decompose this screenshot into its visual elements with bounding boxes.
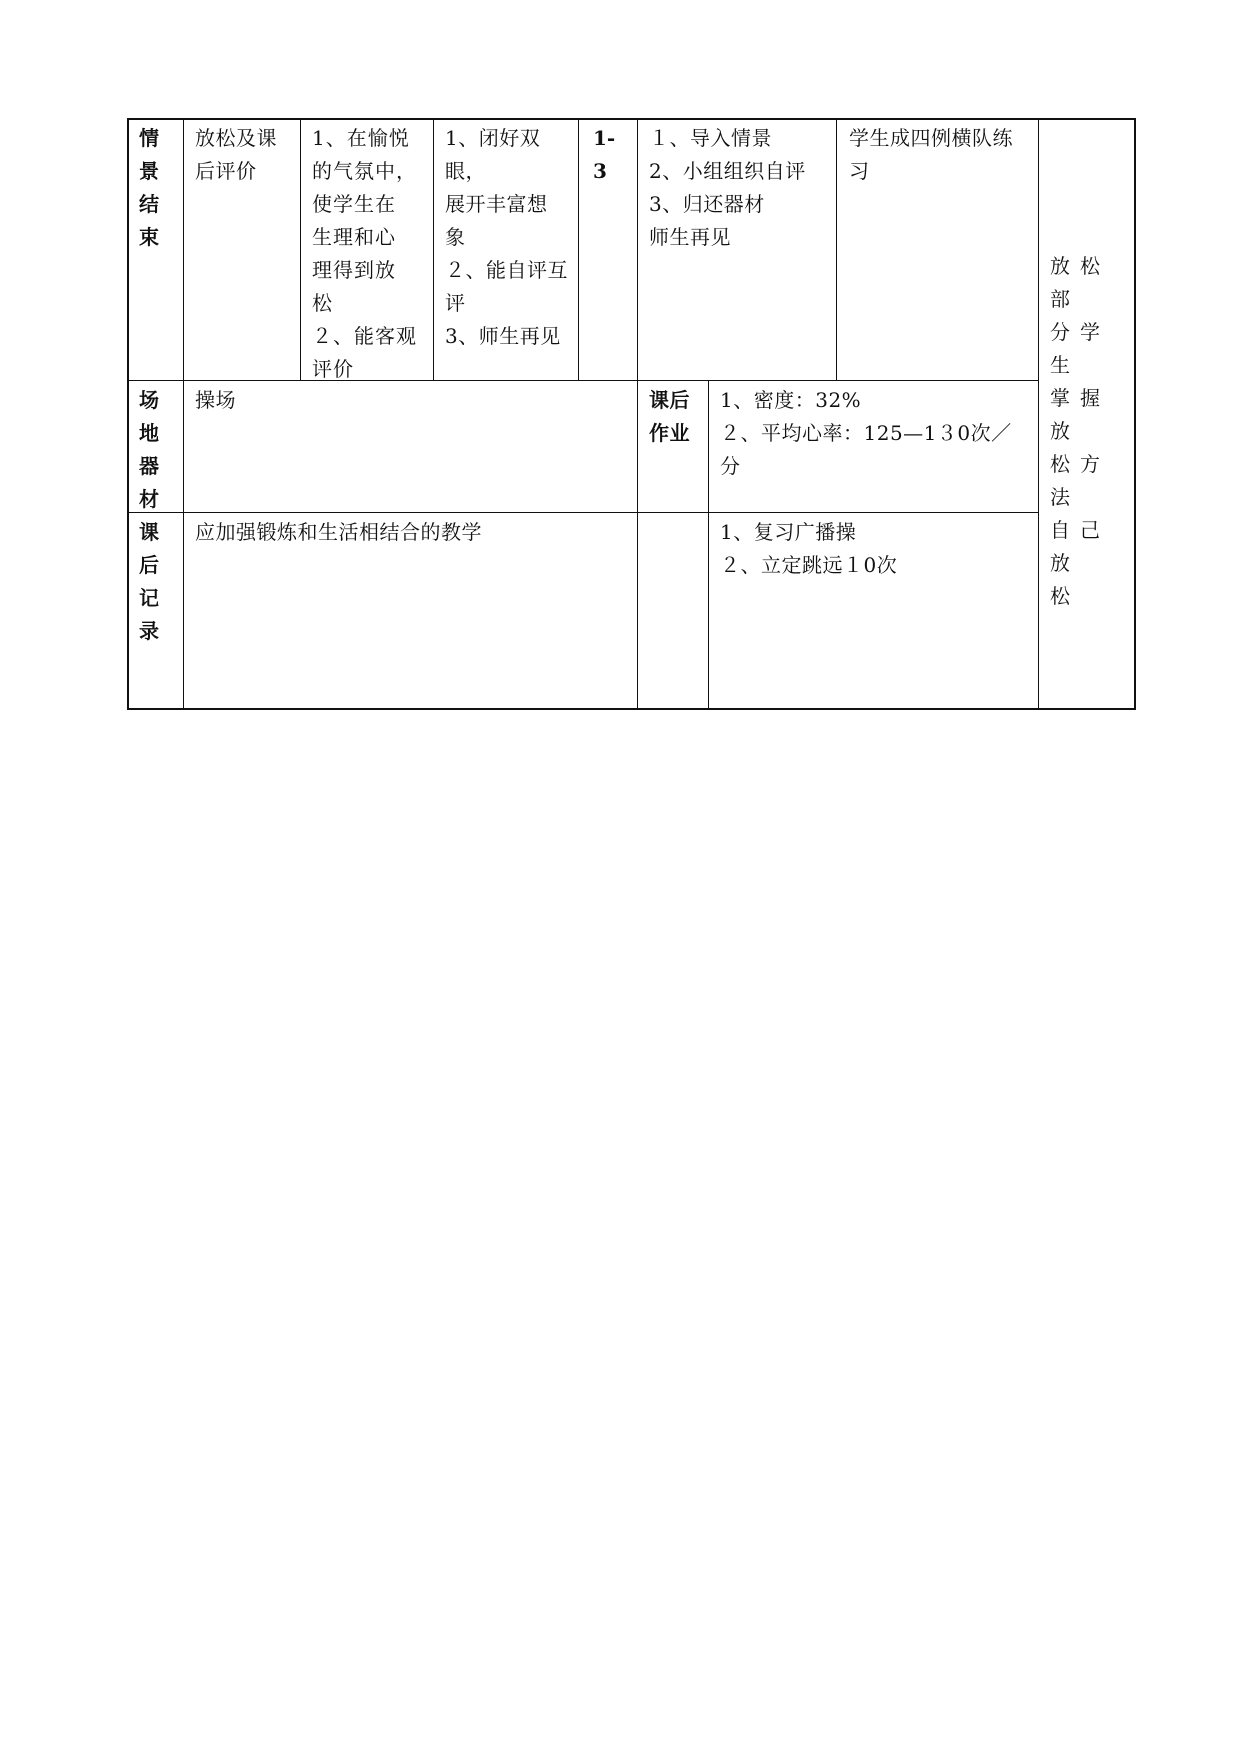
table-divider-horizontal [127, 380, 1038, 381]
table-divider-vertical [183, 118, 184, 710]
table-divider-vertical [836, 118, 837, 380]
sidebar-note: 放松部 分学生 掌握放 松方法 自己放 松 [1050, 254, 1110, 608]
notes-homework-content: 1、复习广播操 ２、立定跳远１0次 [720, 520, 898, 577]
table-divider-vertical [1038, 118, 1039, 710]
table-divider-horizontal [127, 512, 1038, 513]
table-divider-vertical [433, 118, 434, 380]
table-divider-vertical [708, 380, 709, 710]
table-divider-vertical [578, 118, 579, 380]
table-divider-vertical [300, 118, 301, 380]
ending-scene-goal: 1、在愉悦 的气氛中， 使学生在 生理和心 理得到放 松 ２、能客观 评价 [312, 126, 417, 381]
ending-scene-content: 放松及课 后评价 [195, 126, 277, 183]
venue-content: 操场 [195, 388, 236, 412]
ending-scene-formation: 学生成四例横队练 习 [849, 126, 1013, 183]
row-label-ending-scene: 情 景 结 束 [139, 126, 160, 249]
table-border-left [127, 118, 129, 710]
table-border-right [1134, 118, 1136, 710]
ending-scene-duration: 1-3 [593, 126, 616, 183]
table-divider-vertical [637, 118, 638, 710]
homework-content: 1、密度：32% ２、平均心率：125—1３0次／ 分 [720, 388, 1012, 478]
ending-scene-requirement: 1、闭好双眼， 展开丰富想 象 ２、能自评互 评 3、师生再见 [445, 126, 568, 348]
lesson-table [127, 118, 1136, 710]
table-border-bottom [127, 708, 1136, 710]
row-label-notes: 课 后 记 录 [139, 520, 160, 643]
homework-label: 课后 作业 [649, 388, 690, 445]
row-label-venue: 场 地 器 材 [139, 388, 160, 511]
notes-content: 应加强锻炼和生活相结合的教学 [195, 520, 482, 544]
ending-scene-activity: １、导入情景 2、小组组织自评 3、归还器材 师生再见 [649, 126, 806, 249]
table-border-top [127, 118, 1136, 120]
